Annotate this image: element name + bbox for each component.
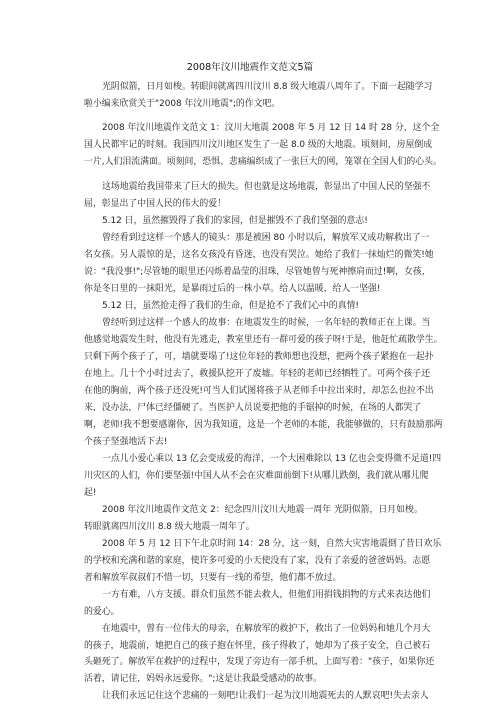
paragraph-line: 5.12 日，虽然摧毁得了我们的家园，但是摧毁不了我们坚强的意志! (102, 216, 368, 227)
paragraph (84, 621, 435, 689)
paragraph (84, 536, 442, 587)
paragraph-line: 屈，彰显出了中国人民的伟大的爱！ (84, 199, 226, 210)
paragraph (84, 688, 429, 705)
paragraph (84, 179, 431, 213)
paragraph-line: 只剩下两个孩子了，可，墙就要塌了!这位年轻的教师想也没想，把两个孩子紧抱在一起扑 (84, 352, 434, 363)
paragraph (84, 315, 443, 451)
paragraph-line: 国人民都牢记的时刻。我国四川汶川地区发生了一起 8.0 级的大地震。顷刻间，房屋倒成 (84, 139, 433, 150)
paragraph (84, 213, 416, 230)
paragraph-line: 头砸死了。解放军在救护的过程中，发现了旁边有一部手机，上面写着："孩子，如果你还 (84, 657, 435, 668)
paragraph-line: 来，没办法，尸体已经僵硬了。当医护人员说要把他的手锯掉的时候，在场的人都哭了 (84, 402, 422, 413)
paragraph (84, 230, 434, 298)
paragraph-line: 起! (84, 487, 97, 498)
paragraph-line: 啊，老师!我不想要感谢你，因为我知道，这是一个老师的本能，我能够做的，只有鼓励那两 (84, 419, 443, 430)
paragraph (84, 502, 423, 536)
paragraph-line: 你是冬日里的一抹阳光，是暴雨过后的一株小草。给人以温暖，给人一坚强! (84, 284, 381, 295)
paragraph (84, 79, 433, 113)
paragraph-line: 在他的胸前，两个孩子还没死!可当人们试图将孩子从老师手中拉出来时，却怎么也拉不出 (84, 385, 434, 396)
paragraph (84, 451, 442, 502)
paragraph (84, 587, 431, 621)
paragraph-line: 活着，请记住，妈妈永远爱你。";这是让我最受感动的故事。 (84, 674, 322, 685)
paragraph-line: 光阴似箭，日月如梭。转眼间就离四川汶川 8.8 级大地震八周年了。下面一起随学习 (102, 81, 433, 92)
paragraph-line: 者和解放军叔叔们不惜一切，只要有一线的希望，他们都不放过。 (84, 572, 342, 583)
paragraph (84, 120, 442, 171)
document-title: 2008年汶川地震作文范文5篇 (186, 62, 314, 73)
paragraph-line: 说："我没事!";尽管她的眼里还闪烁着晶莹的泪珠，尽管她曾与死神擦肩而过!啊，女孩， (84, 267, 431, 278)
paragraph-line: 转眼就离四川汶川 8.8 级大地震一周年了。 (84, 521, 255, 532)
paragraph-line: 啦小编来欣赏关于"2008 年汶川地震";的作文吧。 (84, 98, 281, 109)
paragraph-line: 在地震中，曾有一位伟大的母亲，在解放军的救护下，救出了一位妈妈和她几个月大 (102, 623, 431, 634)
paragraph-line: 2008 年汶川地震作文范文 2：纪念四川汶川大地震一周年 光阴似箭，日月如梭。 (102, 504, 423, 515)
paragraph-line: 的学校和充满和谐的家庭，使许多可爱的小天使没有了家，没有了亲爱的爸爸妈妈。志愿 (84, 555, 431, 566)
paragraph-line: 名女孩。另人震惊的是，这名女孩没有昏迷，也没有哭泣。她给了我们一抹灿烂的微笑!她 (84, 250, 434, 261)
paragraph-line: 一片,人们泪流满面。顷刻间，恐惧、悲痛编织成了一张巨大的网，笼罩在全国人们的心头。 (84, 156, 442, 167)
paragraph-line: 5.12 日，虽然抢走得了我们的生命，但是抢不了我们心中的真情! (102, 301, 359, 312)
paragraph-line: 曾经听到过这样一个感人的故事：在地震发生的时候，一名年轻的教师正在上课。当 (102, 318, 431, 329)
paragraph-line: 他感觉地震发生时，他没有先逃走，教室里还有一群可爱的孩子呀!于是，他赶忙疏散学生。 (84, 335, 443, 346)
paragraph-line: 2008 年汶川地震作文范文 1：汶川大地震 2008 年 5 月 12 日 14 时 28 分，这个全 (102, 122, 440, 133)
paragraph-line: 的爱心。 (84, 606, 120, 617)
paragraph-line: 一点儿小爱心乘以 13 亿会变成爱的海洋，一个大困难除以 13 亿也会变得微不足道!四 (102, 453, 442, 464)
paragraph-line: 这场地震给我国带来了巨大的损失。但也就是这场地震，彰显出了中国人民的坚强不 (102, 182, 431, 193)
paragraph-line: 的孩子，地震前，她把自己的孩子抱在怀里，孩子得救了，她却为了孩子安全，自己被石 (84, 640, 431, 651)
paragraph-line: 让我们永远记住这个悲痛的一刻吧!让我们一起为汶川地震死去的人默哀吧!失去亲人 (102, 691, 429, 702)
paragraph-line: 2008 年 5 月 12 日下午北京时间 14：28 分，这一刻，自然大灾害地震倒了昔日欢乐 (102, 538, 442, 549)
paragraph-line: 一方有难，八方支援。群众们虽然不能去救人，但他们用捐钱捐物的方式来表达他们 (102, 589, 431, 600)
paragraph-line: 曾经看到过这样一个感人的镜头：那是被困 80 小时以后，解放军又成功解救出了一 (102, 233, 430, 244)
paragraph (84, 298, 416, 315)
paragraph-line: 川灾区的人们，你们要坚强!中国人从不会在灾难面前倒下!从哪儿跌倒，我们就从哪儿爬 (84, 470, 429, 481)
paragraph-line: 个孩子坚强地活下去! (84, 436, 168, 447)
paragraph-line: 在地上。几十个小时过去了，救援队挖开了废墟。年轻的老师已经牺牲了。可两个孩子还 (84, 369, 431, 380)
